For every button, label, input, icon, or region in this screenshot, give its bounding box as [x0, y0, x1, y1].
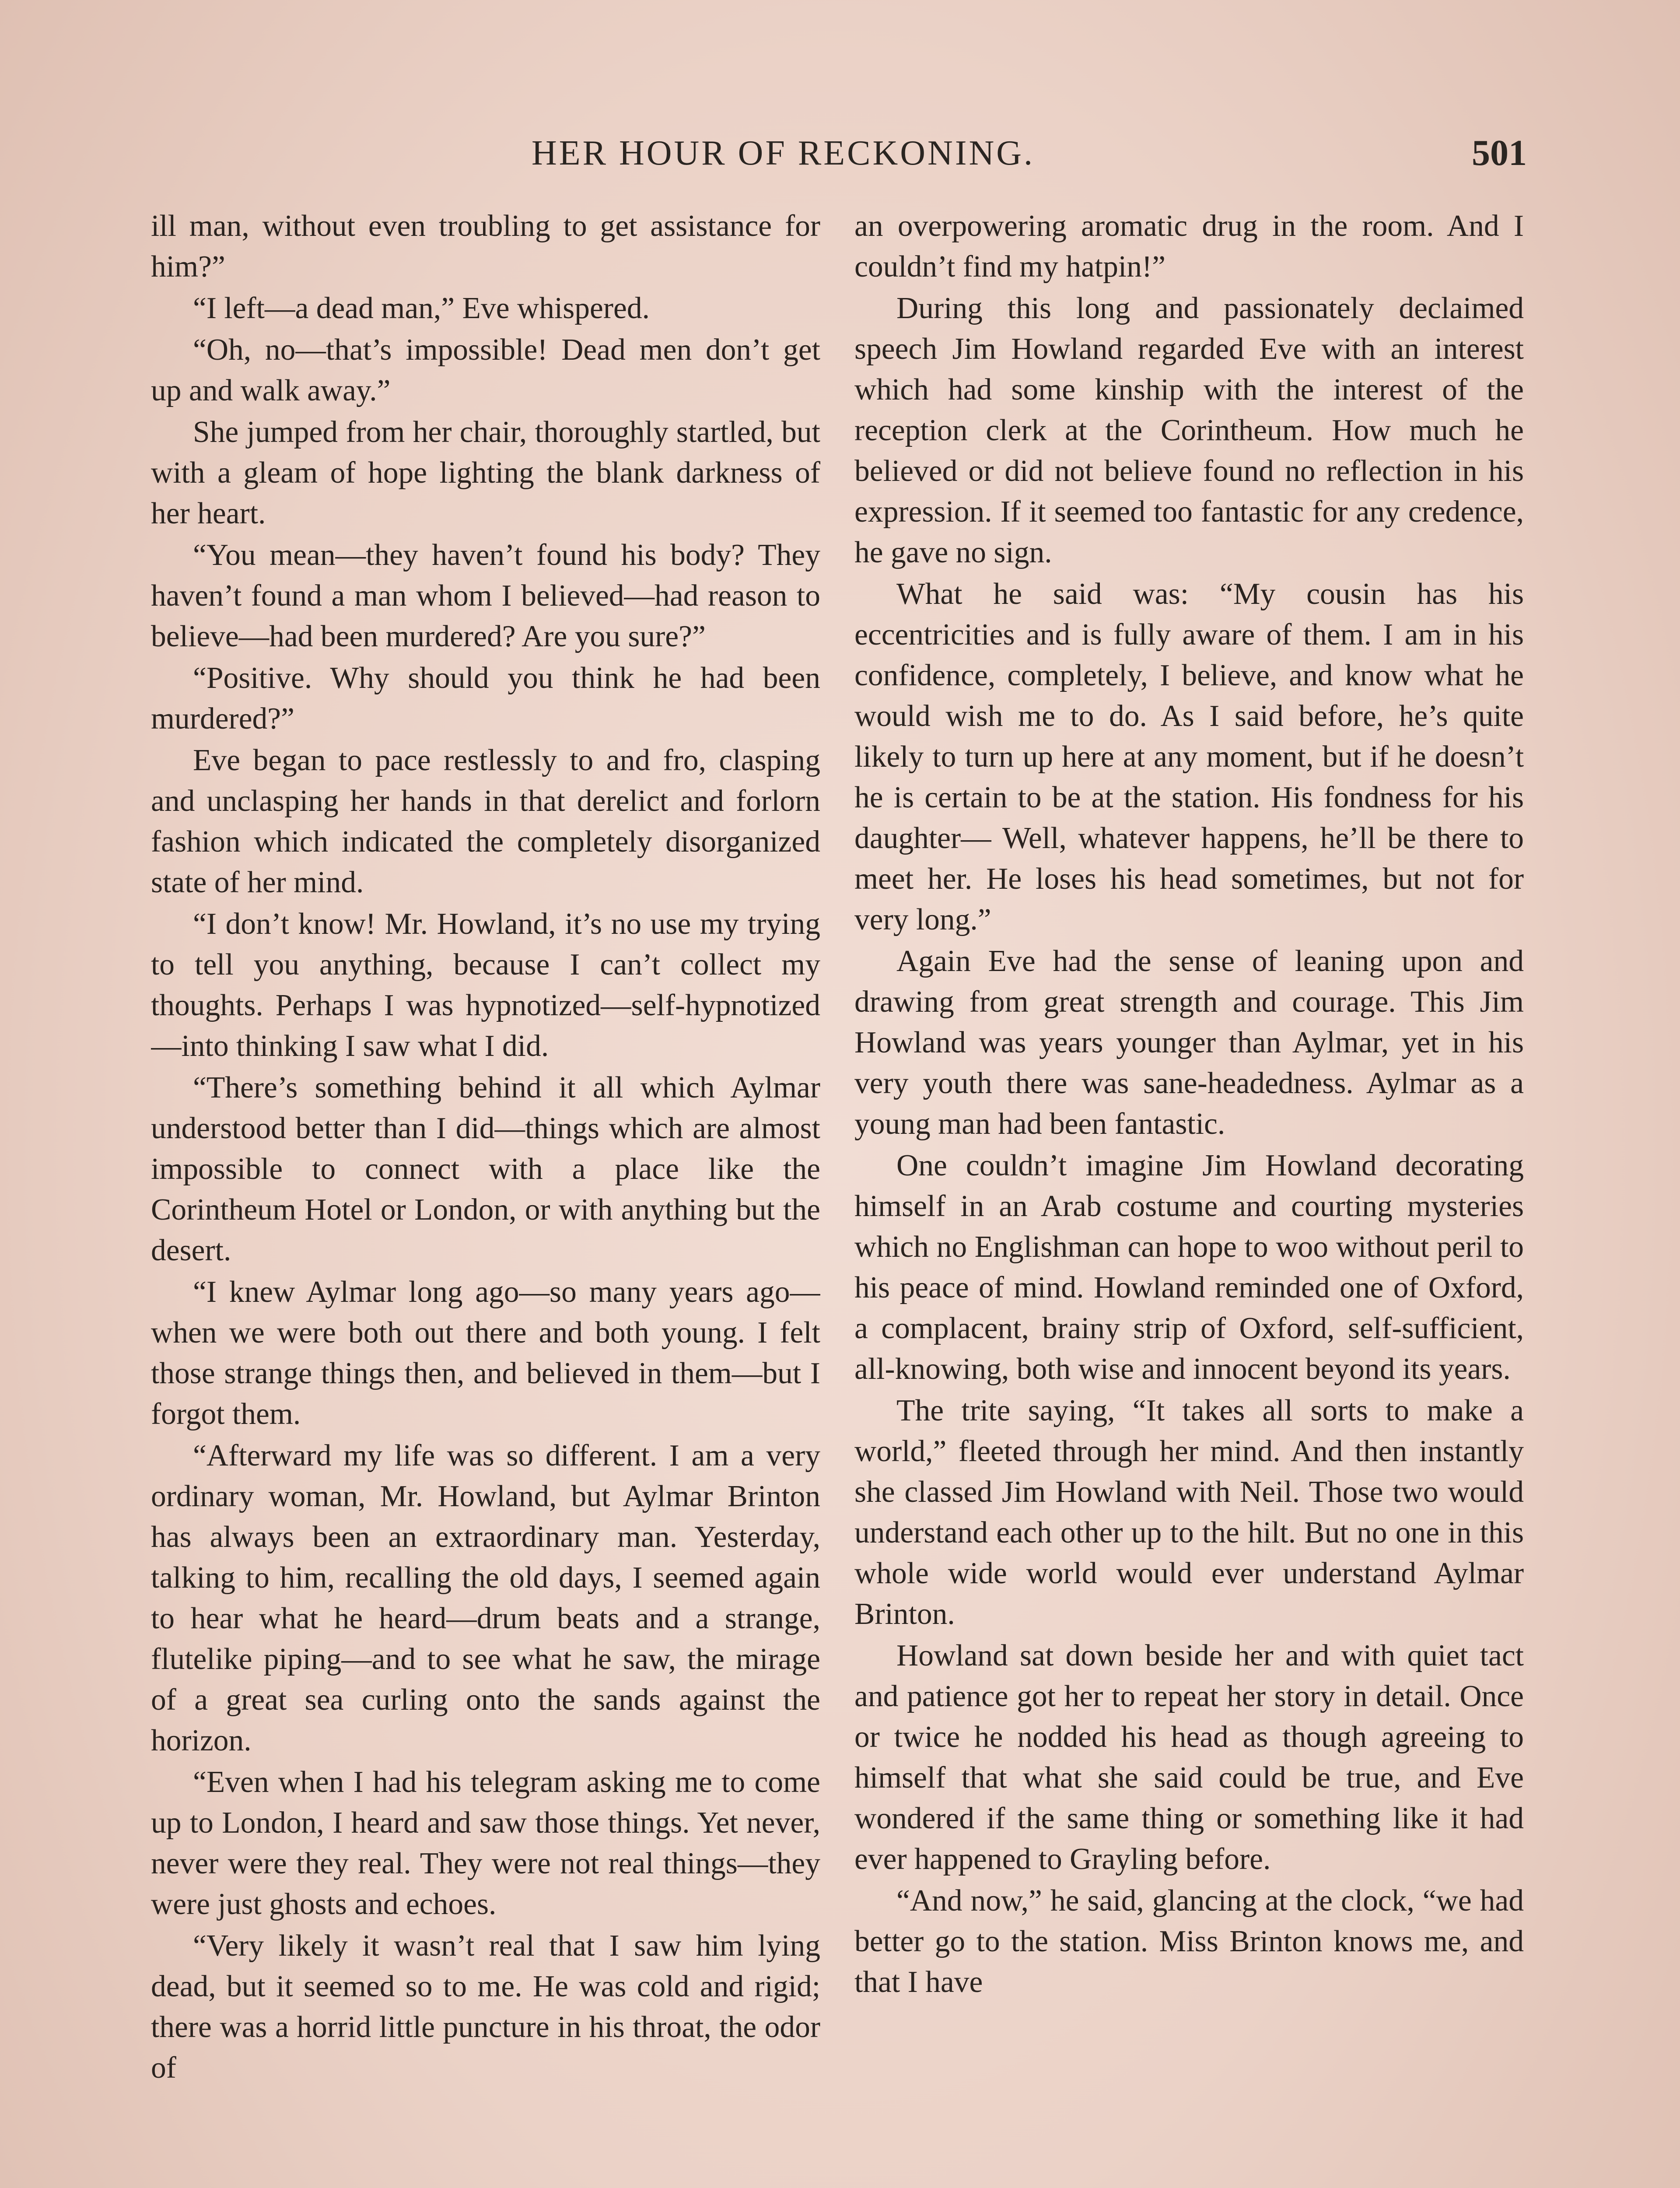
- page-number: 501: [1472, 133, 1527, 173]
- left-column: [151, 206, 820, 2188]
- paragraph: Eve began to pace restlessly to and fro, clasping and unclasping her hands in that derelict and forlorn fashion which indicated the completely disorganized state of her mind.: [151, 743, 820, 899]
- paragraph: “I left—a dead man,” Eve whispered.: [193, 291, 650, 325]
- paragraph: “I knew Aylmar long ago—so many years ago—when we were both out there and both young. I felt those strange things then, and believed in them—but I forgot them.: [151, 1275, 820, 1431]
- paragraph: “Afterward my life was so different. I am a very ordinary woman, Mr. Howland, but Aylmar Brinton has always been an extraordinary man. Yesterday, talking to him, recalling the old days, I seemed again to hear what he heard—drum beats and a strange, flutelike piping—and to see what he saw, the mirage of a great sea curling onto the sands against the horizon.: [151, 1439, 820, 1757]
- paragraph: The trite saying, “It takes all sorts to make a world,” fleeted through her mind. And then instantly she classed Jim Howland with Neil. Those two would understand each other up to the hilt. But no one in this whole wide world would ever understand Aylmar Brinton.: [854, 1394, 1524, 1631]
- page-header: [149, 125, 1527, 186]
- paragraph: She jumped from her chair, thoroughly startled, but with a gleam of hope lighting the blank darkness of her heart.: [151, 415, 820, 530]
- paragraph: “And now,” he said, glancing at the clock, “we had better go to the station. Miss Brinton knows me, and that I have: [854, 1884, 1524, 1999]
- paragraph: “Oh, no—that’s impossible! Dead men don’t get up and walk away.”: [151, 333, 820, 407]
- paragraph: Again Eve had the sense of leaning upon and drawing from great strength and courage. This Jim Howland was years younger than Aylmar, yet in his very youth there was sane-headedness. Aylmar as a young man had been fantastic.: [854, 944, 1524, 1141]
- running-title: HER HOUR OF RECKONING.: [531, 134, 1035, 172]
- paragraph: “Positive. Why should you think he had been murdered?”: [151, 661, 820, 736]
- paragraph: “You mean—they haven’t found his body? They haven’t found a man whom I believed—had reason to believe—had been murdered? Are you sure?”: [151, 538, 820, 653]
- paragraph: an overpowering aromatic drug in the room. And I couldn’t find my hatpin!”: [854, 209, 1524, 284]
- paragraph: What he said was: “My cousin has his eccentricities and is fully aware of them. I am in his confidence, completely, I believe, and know what he would wish me to do. As I said before, he’s quite likely to turn up here at any moment, but if he doesn’t he is certain to be at the station. His fondness for his daughter— Well, whatever happens, he’ll be there to meet her. He loses his head sometimes, but not for very long.”: [854, 577, 1524, 936]
- paragraph: During this long and passionately declaimed speech Jim Howland regarded Eve with an interest which had some kinship with the interest of the reception clerk at the Corintheum. How much he believed or did not believe found no reflection in his expression. If it seemed too fantastic for any credence, he gave no sign.: [854, 291, 1524, 569]
- paragraph: “There’s something behind it all which Aylmar understood better than I did—things which are almost impossible to connect with a place like the Corintheum Hotel or London, or with anything but the desert.: [151, 1071, 820, 1267]
- paragraph: One couldn’t imagine Jim Howland decorating himself in an Arab costume and courting mysteries which no Englishman can hope to woo without peril to his peace of mind. Howland reminded one of Oxford, a complacent, brainy strip of Oxford, self-sufficient, all-knowing, both wise and innocent beyond its years.: [854, 1149, 1524, 1386]
- right-column: [854, 206, 1524, 2188]
- paragraph: “Very likely it wasn’t real that I saw him lying dead, but it seemed so to me. He was cold and rigid; there was a horrid little puncture in his throat, the odor of: [151, 1929, 820, 2085]
- paragraph: “Even when I had his telegram asking me to come up to London, I heard and saw those things. Yet never, never were they real. They were not real things—they were just ghosts and echoes.: [151, 1765, 820, 1921]
- paragraph: Howland sat down beside her and with quiet tact and patience got her to repeat her story in detail. Once or twice he nodded his head as though agreeing to himself that what she said could be true, and Eve wondered if the same thing or something like it had ever happened to Grayling before.: [854, 1639, 1524, 1876]
- paragraph: “I don’t know! Mr. Howland, it’s no use my trying to tell you anything, because I can’t collect my thoughts. Perhaps I was hypnotized—self-hypnotized—into thinking I saw what I did.: [151, 907, 820, 1063]
- paragraph: ill man, without even troubling to get assistance for him?”: [151, 209, 820, 284]
